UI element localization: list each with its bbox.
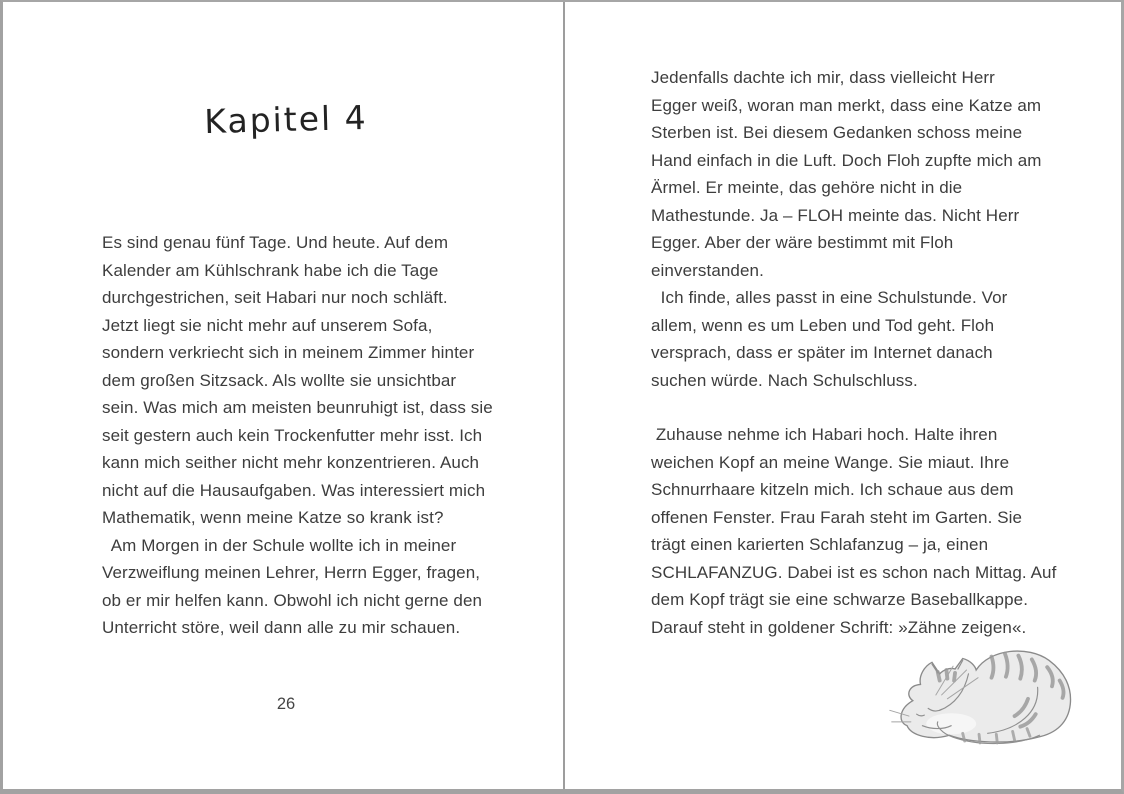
text-line: Jedenfalls dachte ich mir, dass vielleicht Herr bbox=[651, 68, 995, 87]
text-line: Mathestunde. Ja – FLOH meinte das. Nicht Herr bbox=[651, 205, 1020, 225]
text-line: nicht auf die Hausaufgaben. Was interessiert mich bbox=[102, 480, 486, 500]
text-line: seit gestern auch kein Trockenfutter mehr isst. Ich bbox=[102, 425, 483, 445]
text-line: ob er mir helfen kann. Obwohl ich nicht gerne den bbox=[102, 590, 483, 610]
text-line: dem großen Sitzsack. Als wollte sie unsichtbar bbox=[102, 370, 457, 390]
text-line: Am Morgen in der Schule wollte ich in meiner bbox=[102, 535, 457, 555]
text-line: durchgestrichen, seit Habari nur noch schläft. bbox=[102, 288, 448, 307]
right-page-paragraph-2 bbox=[651, 421, 1071, 641]
text-line: trägt einen karierten Schlafanzug – ja, einen bbox=[651, 535, 989, 554]
text-line: Darauf steht in goldener Schrift: »Zähne zeigen«. bbox=[651, 617, 1027, 637]
page-number: 26 bbox=[276, 695, 296, 713]
text-line: sein. Was mich am meisten beunruhigt ist, dass sie bbox=[102, 398, 493, 417]
text-line: Kalender am Kühlschrank habe ich die Tage bbox=[102, 260, 439, 280]
right-page-paragraph-1 bbox=[651, 64, 1071, 394]
text-line: Ärmel. Er meinte, das gehöre nicht in die bbox=[651, 178, 963, 197]
text-line: Mathematik, wenn meine Katze so krank ist? bbox=[102, 508, 444, 527]
cat-body bbox=[901, 651, 1070, 742]
page-gutter-divider bbox=[563, 0, 565, 790]
text-line: Unterricht störe, weil dann alle zu mir schauen. bbox=[102, 618, 461, 637]
text-line: sondern verkriecht sich in meinem Zimmer hinter bbox=[102, 343, 475, 362]
text-line: Ich finde, alles passt in eine Schulstunde. Vor bbox=[651, 288, 1008, 307]
text-line: Jetzt liegt sie nicht mehr auf unserem Sofa, bbox=[102, 315, 433, 335]
text-line: Zuhause nehme ich Habari hoch. Halte ihren bbox=[651, 425, 998, 444]
text-line: Schnurrhaare kitzeln mich. Ich schaue aus dem bbox=[651, 480, 1014, 499]
text-line: offenen Fenster. Frau Farah steht im Garten. Sie bbox=[651, 507, 1023, 527]
chapter-heading: Kapitel 4 bbox=[203, 97, 369, 142]
text-line: SCHLAFANZUG. Dabei ist es schon nach Mittag. Auf bbox=[651, 562, 1057, 582]
sleeping-cat-illustration bbox=[884, 641, 1076, 747]
text-line: Verzweiflung meinen Lehrer, Herrn Egger, fragen, bbox=[102, 563, 481, 582]
text-line: Egger weiß, woran man merkt, dass eine Katze am bbox=[651, 95, 1042, 115]
text-line: einverstanden. bbox=[651, 260, 764, 280]
text-line: Egger. Aber der wäre bestimmt mit Floh bbox=[651, 233, 954, 252]
text-line: suchen würde. Nach Schulschluss. bbox=[651, 370, 918, 390]
text-line: weichen Kopf an meine Wange. Sie miaut. Ihre bbox=[651, 452, 1010, 472]
text-line: Sterben ist. Bei diesem Gedanken schoss meine bbox=[651, 123, 1023, 142]
text-line: kann mich seither nicht mehr konzentrieren. Auch bbox=[102, 453, 480, 472]
text-line: allem, wenn es um Leben und Tod geht. Floh bbox=[651, 315, 995, 335]
left-page-text bbox=[102, 229, 512, 642]
text-line: dem Kopf trägt sie eine schwarze Baseballkappe. bbox=[651, 590, 1029, 609]
cat-chest-shading bbox=[926, 713, 976, 734]
text-line: Hand einfach in die Luft. Doch Floh zupfte mich am bbox=[651, 150, 1042, 170]
text-line: versprach, dass er später im Internet danach bbox=[651, 343, 993, 362]
text-line: Es sind genau fünf Tage. Und heute. Auf dem bbox=[102, 233, 449, 252]
